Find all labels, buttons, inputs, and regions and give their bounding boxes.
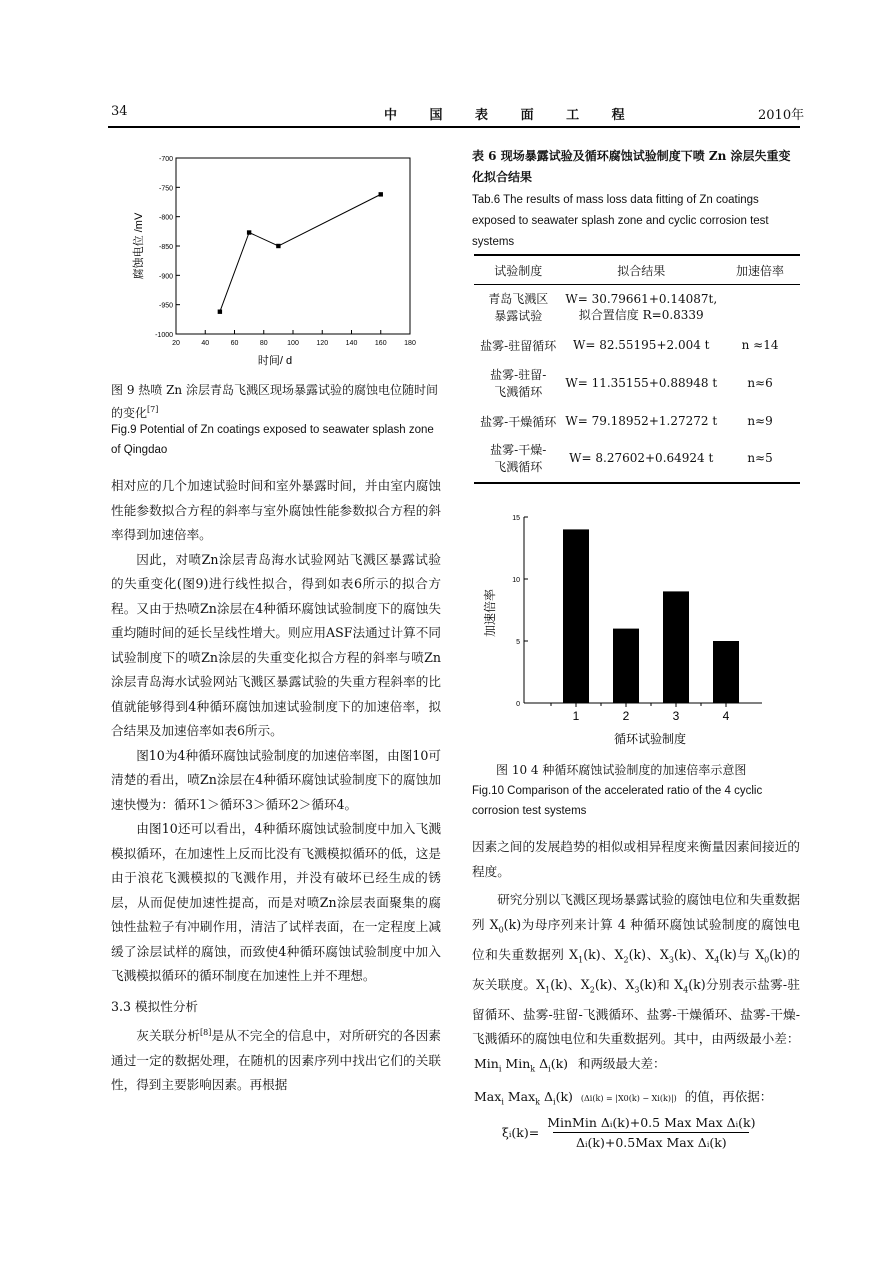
fig10-caption-en: Fig.10 Comparison of the accelerated ratio of the 4 cyclic corrosion test systems <box>472 785 763 817</box>
maxmax-expression <box>474 1087 772 1107</box>
table6 <box>474 256 800 480</box>
table6-bottom-rule <box>474 482 800 484</box>
fig9-xtick-label: 120 <box>316 340 329 347</box>
xi-formula-lhs: ξᵢ(k)= <box>502 1125 540 1140</box>
table-cell: W= 30.79661+0.14087t, 拟合置信度 R=0.8339 <box>565 291 718 322</box>
table-cell: n≈6 <box>747 376 773 390</box>
fig9-ytick-label: -750 <box>158 185 173 193</box>
fig10-ytick-label: 10 <box>512 577 520 584</box>
maxmax-note: (Δi(k) = |X0(k) − Xi(k)|) <box>580 1094 677 1103</box>
table-cell: W= 79.18952+1.27272 t <box>565 414 718 428</box>
paragraph: 图10为4种循环腐蚀试验制度的加速倍率图，由图10可清楚的看出，喷Zn涂层在4种循环腐蚀试验制度下的腐蚀加速快慢为：循环1＞循环3＞循环2＞循环4。 <box>111 747 441 812</box>
table-cell: n≈5 <box>747 451 773 465</box>
table-cell: W= 11.35155+0.88948 t <box>565 376 718 390</box>
fig9-xtick-label: 100 <box>287 340 299 347</box>
fig9-ytick-label: -900 <box>158 273 173 281</box>
fig9-ytick-label: -700 <box>158 156 173 163</box>
section-heading: 3.3 模拟性分析 <box>111 998 199 1014</box>
fig9-xtick-label: 140 <box>345 340 358 347</box>
header-rule <box>108 126 800 128</box>
maxmax-formula: Max$_i$ Max$_k$ $\Delta_i(k)$ <box>474 1089 573 1107</box>
fig9-xtick-label: 60 <box>230 340 239 347</box>
maxmax-label: 的值，再依据： <box>684 1089 773 1104</box>
fig9-series-line <box>220 194 381 311</box>
table-row <box>474 436 800 480</box>
table-cell: W= 82.55195+2.004 t <box>572 338 710 352</box>
table-cell: W= 8.27602+0.64924 t <box>569 451 714 465</box>
table6-title-cn: 表 6 现场暴露试验及循环腐蚀试验制度下喷 Zn 涂层失重变化拟合结果 <box>472 149 791 184</box>
minmin-expression <box>474 1054 666 1074</box>
xi-formula <box>502 1115 758 1150</box>
fig10-ytick-label: 5 <box>516 639 520 646</box>
fig9-ytick-label: -950 <box>158 302 173 310</box>
table-cell: n≈9 <box>747 414 773 428</box>
fig9-chart <box>118 148 418 376</box>
table-row <box>474 330 800 360</box>
fig9-plot-frame <box>176 158 410 334</box>
table-header-cell: 试验制度 <box>494 263 543 278</box>
fig9-xtick-label: 160 <box>374 340 387 347</box>
fig9-xtick-label: 80 <box>259 340 268 347</box>
fig9-ylabel: 腐蚀电位 /mV <box>133 212 145 280</box>
table-cell: 盐雾-驻留- 飞溅循环 <box>490 368 547 399</box>
paragraph: 因素之间的发展趋势的相似或相异程度来衡量因素间接近的程度。 <box>472 839 800 879</box>
paragraph: 研究分别以飞溅区现场暴露试验的腐蚀电位和失重数据列 $X_0(k)$为母序列来计算 4 种循环腐蚀试验制度的腐蚀电位和失重数据列 $X_1(k)$、$X_2(k)$、$X_3(k)$、$X_4(k)$与 $X_0(k)$的灰关联度。$X_1(k)$、$X_2(k)$、$X_3(k)$和 $X_4(k)$分别表示盐雾-驻留循环、盐雾-驻留-飞溅循环、盐雾-干燥循环、盐雾-干燥-飞溅循环的腐蚀电位和失重数据列。其中，由两级最小差： <box>472 892 800 1047</box>
fig9-ytick-label: -800 <box>158 214 173 222</box>
paragraph: 相对应的几个加速试验时间和室外暴露时间，并由室内腐蚀性能参数拟合方程的斜率与室外腐蚀性能参数拟合方程的斜率得到加速倍率。 <box>111 478 441 542</box>
paragraph: 因此，对喷Zn涂层青岛海水试验网站飞溅区暴露试验的失重变化(图9)进行线性拟合，得到如表6所示的拟合方程。又由于热喷Zn涂层在4种循环腐蚀试验制度下的腐蚀失重均随时间的延长呈线性增大。则应用ASF法通过计算不同试验制度下的喷Zn涂层的失重变化拟合方程的斜率与喷Zn涂层青岛海水试验网站飞溅区暴露试验的失重方程斜率的比值就能够得到4种循环腐蚀加速试验制度下的加速倍率，拟合结果及加速倍率如表6所示。 <box>111 551 441 738</box>
fig10-bar <box>613 629 639 703</box>
fig9-caption-cn: 图 9 热喷 Zn 涂层青岛飞溅区现场暴露试验的腐蚀电位随时间的变化[7] <box>111 383 438 420</box>
page-number: 34 <box>111 104 128 119</box>
table-header-cell: 拟合结果 <box>617 263 666 278</box>
fig10-ylabel: 加速倍率 <box>483 588 497 638</box>
journal-title: 中 国 表 面 工 程 <box>384 108 639 123</box>
fig9-xtick-label: 20 <box>172 340 180 347</box>
right-column-text <box>472 835 800 1052</box>
table-cell: 盐雾-驻留循环 <box>480 338 557 353</box>
fig10-bar <box>563 529 589 703</box>
header-year: 2010年 <box>758 108 805 123</box>
table-header-row <box>474 256 800 284</box>
fig10-ytick-label: 15 <box>512 515 520 522</box>
fig9-caption-en: Fig.9 Potential of Zn coatings exposed to seawater splash zone of Qingdao <box>111 424 434 456</box>
paragraph: 由图10还可以看出，4种循环腐蚀试验制度中加入飞溅模拟循环，在加速性上反而比没有飞溅模拟循环的低，这是由于浪花飞溅模拟的飞溅作用，并没有破坏已经生成的锈层，从而促使加速性提高，而是对喷Zn涂层表面聚集的腐蚀性盐粒子有冲刷作用，清洁了试样表面，在一定程度上减缓了涂层试样的腐蚀，而致使4种循环腐蚀试验制度中加入飞溅模拟循环的循环制度在加速性上并不理想。 <box>111 821 441 983</box>
fig9-data-point <box>247 230 251 234</box>
left-column-text <box>111 474 441 1098</box>
fig9-data-point <box>276 244 280 248</box>
table-cell <box>720 284 800 330</box>
fig10-caption-cn: 图 10 4 种循环腐蚀试验制度的加速倍率示意图 <box>496 763 747 777</box>
minmin-label: 和两级最大差： <box>578 1056 666 1071</box>
xi-formula-denominator: Δᵢ(k)+0.5Max Max Δᵢ(k) <box>576 1135 727 1150</box>
table-cell: n ≈14 <box>741 338 779 352</box>
fig10-xtick-label: 2 <box>622 709 630 723</box>
table-row <box>474 284 800 330</box>
table-header-cell: 加速倍率 <box>736 263 785 278</box>
fig9-data-point <box>218 310 222 314</box>
table6-title-en: Tab.6 The results of mass loss data fitting of Zn coatings exposed to seawater splash zone and cyclic corrosion test systems <box>472 194 769 248</box>
fig9-xtick-label: 180 <box>404 340 416 347</box>
fig10-bar <box>713 641 739 703</box>
fig9-xtick-label: 40 <box>201 340 210 347</box>
fig9-xlabel: 时间/ d <box>257 355 293 367</box>
table-row <box>474 406 800 436</box>
fig9-x-axis <box>172 330 416 347</box>
xi-formula-numerator: MinMin Δᵢ(k)+0.5 Max Max Δᵢ(k) <box>547 1115 756 1130</box>
minmin-formula: Min$_i$ Min$_k$ $\Delta_i(k)$ <box>474 1056 569 1074</box>
fig10-ytick-label: 0 <box>516 701 520 708</box>
fig9-ytick-label: -850 <box>158 244 173 251</box>
paragraph: 灰关联分析[8]是从不完全的信息中，对所研究的各因素通过一定的数据处理，在随机的因素序列中找出它们的关联性，得到主要影响因素。再根据 <box>111 1028 442 1093</box>
fig10-bar <box>663 591 689 703</box>
fig10-xtick-label: 4 <box>722 709 730 723</box>
table-cell: 盐雾-干燥循环 <box>480 414 557 429</box>
fig10-xtick-label: 1 <box>572 709 580 723</box>
table-cell: 青岛飞溅区 暴露试验 <box>488 292 549 323</box>
fig10-xlabel: 循环试验制度 <box>613 732 687 746</box>
fig9-data-point <box>379 192 383 196</box>
fig10-chart <box>472 505 772 755</box>
fig9-ytick-label: -1000 <box>155 332 173 339</box>
table-cell: 盐雾-干燥- 飞溅循环 <box>490 443 547 474</box>
table-row <box>474 360 800 406</box>
fig10-xtick-label: 3 <box>672 709 680 723</box>
